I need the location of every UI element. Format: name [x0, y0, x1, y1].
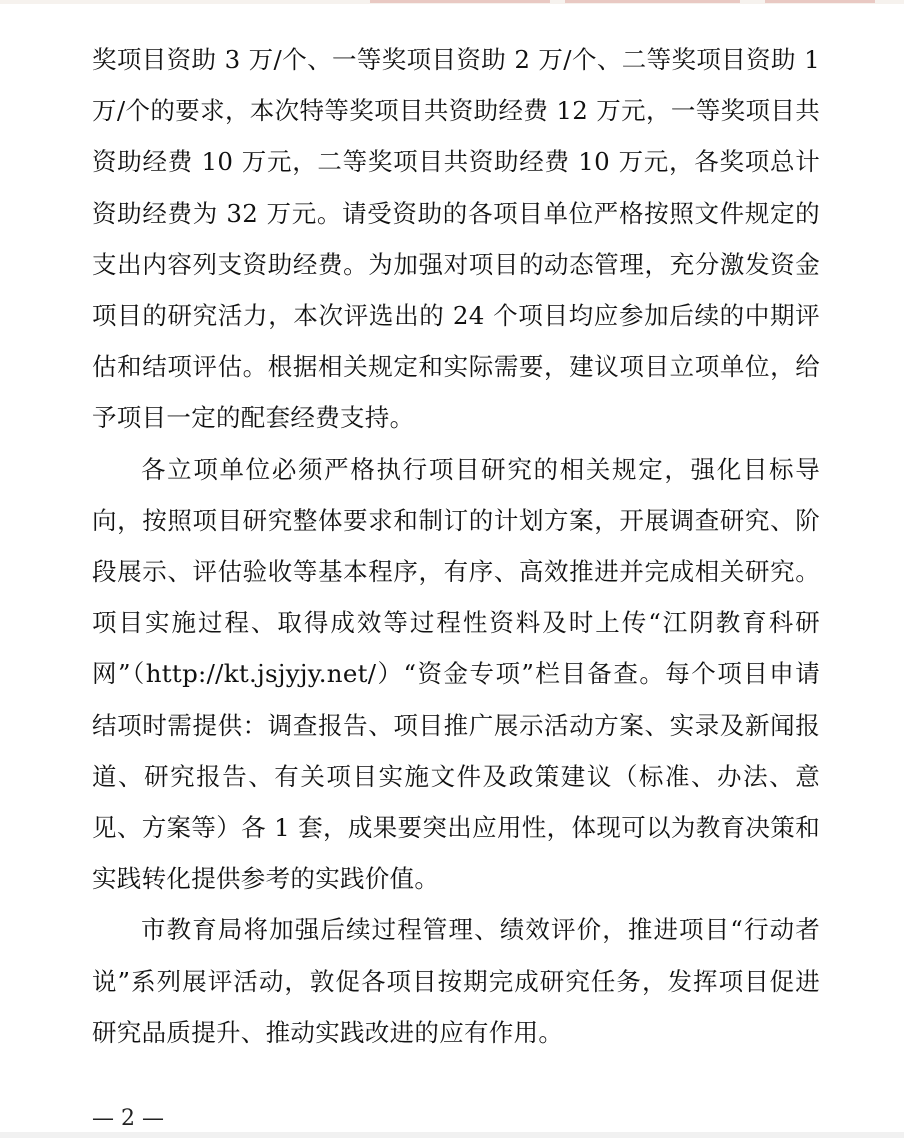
top-edge-mark	[765, 0, 875, 3]
top-edge-strip	[0, 0, 904, 4]
document-body	[92, 34, 820, 1058]
bottom-edge-strip	[0, 1132, 904, 1138]
paragraph-requirements: 各立项单位必须严格执行项目研究的相关规定，强化目标导向，按照项目研究整体要求和制订的计划方案，开展调查研究、阶段展示、评估验收等基本程序，有序、高效推进并完成相关研究。项目实施过程、取得成效等过程性资料及时上传“江阴教育科研网”（http://kt.jsjyjy.net/）“资金专项”栏目备查。每个项目申请结项时需提供：调查报告、项目推广展示活动方案、实录及新闻报道、研究报告、有关项目实施文件及政策建议（标准、办法、意见、方案等）各 1 套，成果要突出应用性，体现可以为教育决策和实践转化提供参考的实践价值。	[92, 454, 820, 894]
page-number: — 2 —	[92, 1106, 164, 1131]
paragraph-funding: 奖项目资助 3 万/个、一等奖项目资助 2 万/个、二等奖项目资助 1 万/个的要求，本次特等奖项目共资助经费 12 万元，一等奖项目共资助经费 10 万元，二等奖项目共资助经费 10 万元，各奖项总计资助经费为 32 万元。请受资助的各项目单位严格按照文件规定的支出内容列支资助经费。为加强对项目的动态管理，充分激发资金项目的研究活力，本次评选出的 24 个项目均应参加后续的中期评估和结项评估。根据相关规定和实际需要，建议项目立项单位，给予项目一定的配套经费支持。	[92, 45, 820, 433]
top-edge-mark	[565, 0, 740, 3]
paragraph-management: 市教育局将加强后续过程管理、绩效评价，推进项目“行动者说”系列展评活动，敦促各项目按期完成研究任务，发挥项目促进研究品质提升、推动实践改进的应有作用。	[92, 915, 820, 1047]
top-edge-mark	[370, 0, 550, 3]
